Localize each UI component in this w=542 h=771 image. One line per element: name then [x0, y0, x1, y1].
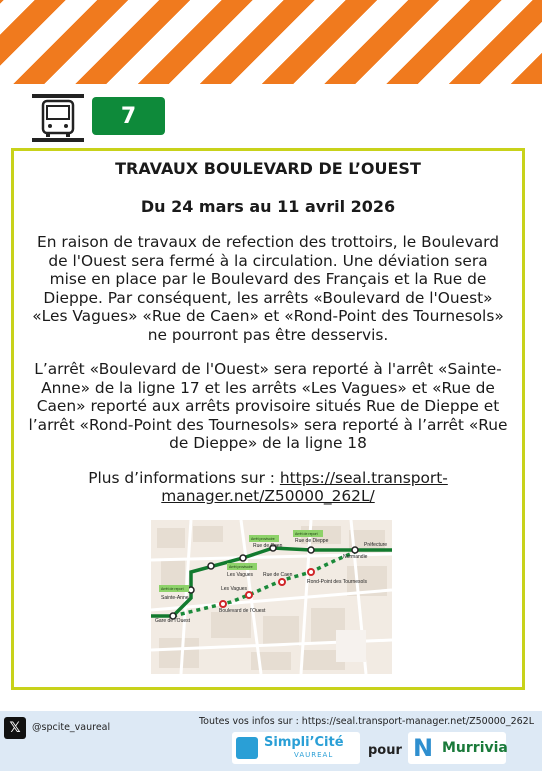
notice-box: [11, 148, 525, 690]
pour-label: pour: [368, 743, 402, 758]
notice-paragraph-1: En raison de travaux de refection des trottoirs, le Boulevard de l'Ouest sera fermé à la circulation. Une déviation sera mise en place par le Boulevard des Français et la Rue de Dieppe. Par conséquent, les arrêts «Boulevard de l'Ouest» «Les Vagues» «Rue de Caen» et «Rond-Point des Tournesols» ne pourront pas être desservis.: [32, 233, 504, 344]
murrivia-logo: [408, 732, 506, 764]
x-handle[interactable]: @spcite_vaureal: [32, 722, 111, 733]
more-info-label: Plus d’informations sur :: [88, 468, 280, 487]
stop-rue-de-caen-old: Rue de Caen: [263, 572, 293, 578]
stop-sainte-anne: Sainte-Anne: [161, 595, 189, 601]
badge-origin-dieppe: Arrêt de report: [295, 532, 318, 536]
badge-origin-sainte-anne: Arrêt de report: [161, 587, 184, 591]
more-info-link[interactable]: https://seal.transport-manager.net/Z50000_262L/: [161, 468, 448, 505]
footer: [0, 711, 542, 771]
murrivia-mark-icon: N: [413, 734, 434, 762]
deviation-map: [151, 520, 392, 674]
badge-provisional-caen: Arrêt provisoire: [251, 537, 275, 541]
stop-les-vagues-new: Les Vagues: [227, 572, 254, 578]
line-number-badge: 7: [92, 97, 165, 135]
stop-gare: Gare de l’Ouest: [155, 618, 191, 624]
stop-prefecture: Préfecture: [364, 542, 388, 548]
stop-les-vagues-old: Les Vagues: [221, 586, 248, 592]
murrivia-name: Murrivia: [442, 740, 508, 756]
warning-stripes: [0, 0, 542, 84]
notice-paragraph-2: L’arrêt «Boulevard de l'Ouest» sera reporté à l'arrêt «Sainte-Anne» de la ligne 17 et les arrêts «Les Vagues» et «Rue de Caen» reporté aux arrêts provisoire situés Rue de Dieppe et l’arrêt «Rond-Point des Tournesols» sera reporté à l’arrêt «Rue de Dieppe» de la ligne 18: [28, 360, 508, 452]
simplicite-name: Simpli’Cité: [264, 735, 344, 750]
stop-rue-de-caen-new: Rue de Caen: [253, 543, 283, 549]
notice-title: TRAVAUX BOULEVARD DE L’OUEST: [115, 159, 421, 178]
footer-infos: Toutes vos infos sur : https://seal.transport-manager.net/Z50000_262L: [198, 716, 534, 727]
simplicite-logo: [232, 732, 360, 764]
simplicite-mark-icon: [236, 737, 258, 759]
badge-provisional-vagues: Arrêt provisoire: [229, 565, 253, 569]
bus-icon: [32, 94, 84, 142]
x-logo-icon[interactable]: 𝕏: [4, 717, 26, 739]
stop-rond-point: Rond-Point des Tournesols: [307, 579, 367, 585]
notice-dates: Du 24 mars au 11 avril 2026: [140, 197, 396, 216]
stop-boulevard-ouest: Boulevard de l’Ouest: [219, 608, 266, 614]
stop-rue-de-dieppe: Rue de Dieppe: [295, 538, 329, 544]
more-info: [28, 469, 508, 506]
simplicite-sub: VAUREAL: [294, 751, 334, 759]
stop-normandie: Normandie: [343, 554, 368, 560]
